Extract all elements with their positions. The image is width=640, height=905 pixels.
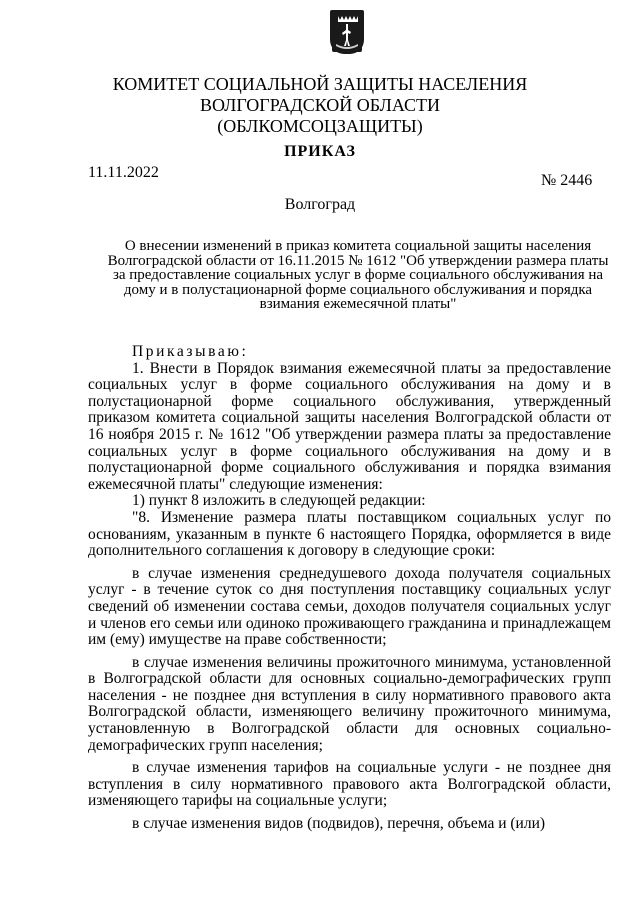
body-paragraph: в случае изменения среднедушевого дохода получателя социальных услуг - в течение суток со дня поступления поставщику социальных услуг сведений об изменении состава семьи, доходов получателя социальных услуг и членов его семьи или одиноко проживающего гражданина и принадлежащем им (ему) имуществе на праве собственности; [88,564,611,649]
body-paragraph: в случае изменения тарифов на социальные услуги - не позднее дня вступления в силу нормативного правового акта Волгоградской области, изменяющего тарифы на социальные услуги; [88,759,611,810]
volgograd-coat-of-arms-icon [330,10,364,54]
org-line-3: (ОБЛКОМСОЦЗАЩИТЫ) [217,116,423,136]
organization-name [0,74,640,137]
order-date: 11.11.2022 [88,164,159,181]
order-city: Волгоград [284,196,356,213]
order-word: Приказываю: [132,343,249,360]
order-subject [98,239,618,312]
org-line-1: КОМИТЕТ СОЦИАЛЬНОЙ ЗАЩИТЫ НАСЕЛЕНИЯ [112,74,528,94]
subject-line: взимания ежемесячной платы" [259,296,457,312]
subject-line: О внесении изменений в приказ комитета социальной защиты населения [124,238,592,254]
org-line-2: ВОЛГОГРАДСКОЙ ОБЛАСТИ [200,95,440,115]
order-body [88,344,611,833]
subject-line: за предоставление социальных услуг в форме социального обслуживания на [112,267,604,283]
body-paragraph: 1) пункт 8 изложить в следующей редакции: [132,492,426,510]
body-paragraph: 1. Внести в Порядок взимания ежемесячной платы за предоставление социальных услуг в форме социального обслуживания на дому и в полустационарной форме социального обслуживания, утвержденный приказом комитета социальной защиты населения Волгоградской области от 16 ноября 2015 г. № 1612 "Об утверждении размера платы за предоставление социальных услуг в форме социального обслуживания на дому и в полустационарной форме социального обслуживания и порядка взимания ежемесячной платы" следующие изменения: [88,359,611,493]
order-number: № 2446 [541,172,593,189]
body-paragraph: "8. Изменение размера платы поставщиком социальных услуг по основаниям, указанным в пункте 6 настоящего Порядка, оформляется в виде дополнительного соглашения к договору в следующие сроки: [88,508,611,560]
order-title: ПРИКАЗ [284,143,356,160]
body-paragraph: в случае изменения величины прожиточного минимума, установленной в Волгоградской области для основных социально-демографических групп населения - не позднее дня вступления в силу нормативного правового акта Волгоградской области, изменяющего величину прожиточного минимума, установленную в Волгоградской области для основных социально-демографических групп населения; [88,653,611,754]
body-paragraph: в случае изменения видов (подвидов), перечня, объема и (или) [132,815,546,833]
subject-line: дому и в полустационарной форме социального обслуживания и порядка [123,281,593,298]
subject-line: Волгоградской области от 16.11.2015 № 1612 "Об утверждении размера платы [107,252,609,269]
